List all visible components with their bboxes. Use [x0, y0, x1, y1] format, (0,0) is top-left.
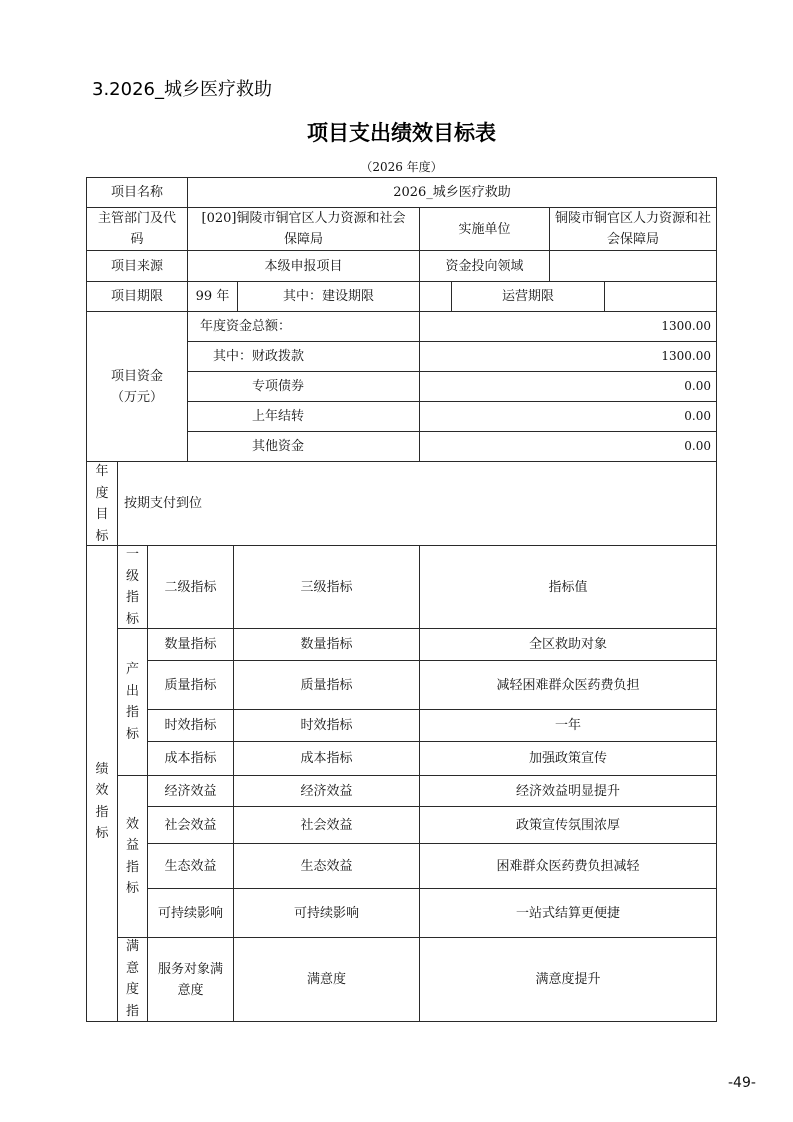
- indicator-level3: 质量指标: [233, 660, 420, 710]
- funds-row-label: 上年结转: [187, 401, 420, 432]
- project-name-value: 2026_城乡医疗救助: [187, 177, 717, 208]
- implementing-unit-value: 铜陵市铜官区人力资源和社会保障局: [554, 211, 711, 247]
- page-title: 项目支出绩效目标表: [307, 121, 496, 145]
- funds-label: 项目资金: [110, 368, 163, 384]
- performance-target-table: [86, 177, 717, 1022]
- funding-field-label: 资金投向领域: [419, 250, 550, 282]
- output-indicators-label: 产出指标: [125, 662, 139, 742]
- operation-period-value: [604, 281, 717, 312]
- department-label-cell: [86, 207, 188, 251]
- indicator-level3: 可持续影响: [233, 888, 420, 938]
- output-indicators-cell: [117, 628, 148, 776]
- header-level2: 二级指标: [147, 545, 234, 629]
- header-level1: 一级指标: [125, 547, 139, 627]
- page-subtitle: （2026 年度）: [360, 160, 443, 174]
- indicator-level2-cell: [147, 937, 234, 1022]
- indicator-value: 减轻困难群众医药费负担: [419, 660, 717, 710]
- header-value: 指标值: [419, 545, 717, 629]
- implementing-unit-value-cell: [549, 207, 717, 251]
- indicator-level2: 服务对象满意度: [157, 961, 223, 998]
- indicator-value: 全区救助对象: [419, 628, 717, 661]
- funds-row-label: 专项债券: [187, 371, 420, 402]
- project-name-label: 项目名称: [86, 177, 188, 208]
- indicator-level3: 时效指标: [233, 709, 420, 742]
- indicator-level3: 成本指标: [233, 741, 420, 776]
- funds-row-value: 1300.00: [419, 341, 717, 372]
- department-value-cell: [187, 207, 420, 251]
- project-source-value: 本级申报项目: [187, 250, 420, 282]
- annual-goal-label-cell: [86, 461, 118, 546]
- header-level3: 三级指标: [233, 545, 420, 629]
- indicator-level2: 社会效益: [147, 806, 234, 844]
- indicator-level2: 数量指标: [147, 628, 234, 661]
- project-source-label: 项目来源: [86, 250, 188, 282]
- funds-row-value: 0.00: [419, 431, 717, 462]
- funds-row-value: 0.00: [419, 371, 717, 402]
- annual-goal-label: 年度目标: [95, 464, 109, 544]
- funds-row-value: 0.00: [419, 401, 717, 432]
- indicator-value: 一年: [419, 709, 717, 742]
- indicator-level2: 时效指标: [147, 709, 234, 742]
- construction-period-label: 其中：建设期限: [237, 281, 420, 312]
- department-value: [020]铜陵市铜官区人力资源和社会保障局: [201, 211, 406, 247]
- indicator-level2: 成本指标: [147, 741, 234, 776]
- implementing-unit-label: 实施单位: [419, 207, 550, 251]
- indicators-label: 绩效指标: [95, 761, 109, 841]
- indicator-level3: 满意度: [233, 937, 420, 1022]
- funds-unit: （万元）: [110, 389, 163, 405]
- operation-period-label: 运营期限: [451, 281, 605, 312]
- funds-row-label: 其他资金: [187, 431, 420, 462]
- indicator-value: 加强政策宣传: [419, 741, 717, 776]
- indicator-level2: 可持续影响: [147, 888, 234, 938]
- funds-row-label: 其中：财政拨款: [187, 341, 420, 372]
- indicator-level3: 社会效益: [233, 806, 420, 844]
- annual-goal-value: 按期支付到位: [117, 461, 717, 546]
- project-period-value: 99 年: [187, 281, 238, 312]
- indicators-label-cell: [86, 545, 118, 1022]
- indicator-level3: 数量指标: [233, 628, 420, 661]
- header-level1-cell: [117, 545, 148, 629]
- indicator-value: 一站式结算更便捷: [419, 888, 717, 938]
- indicator-level2: 生态效益: [147, 843, 234, 889]
- construction-period-value: [419, 281, 452, 312]
- project-period-label: 项目期限: [86, 281, 188, 312]
- indicator-level3: 经济效益: [233, 775, 420, 807]
- indicator-level2: 质量指标: [147, 660, 234, 710]
- benefit-indicators-cell: [117, 775, 148, 938]
- department-label: 主管部门及代码: [97, 211, 176, 247]
- satisfaction-indicators-cell: [117, 937, 148, 1022]
- indicator-level3: 生态效益: [233, 843, 420, 889]
- section-heading: 3.2026_城乡医疗救助: [92, 79, 272, 100]
- satisfaction-indicators-label: 满意度指: [125, 939, 139, 1019]
- indicator-value: 经济效益明显提升: [419, 775, 717, 807]
- benefit-indicators-label: 效益指标: [125, 816, 139, 896]
- funds-label-cell: [86, 311, 188, 462]
- page-number: -49-: [728, 1075, 756, 1091]
- funds-row-value: 1300.00: [419, 311, 717, 342]
- funding-field-value: [549, 250, 717, 282]
- indicator-value: 政策宣传氛围浓厚: [419, 806, 717, 844]
- indicator-value: 困难群众医药费负担减轻: [419, 843, 717, 889]
- funds-row-label: 年度资金总额：: [187, 311, 420, 342]
- indicator-level2: 经济效益: [147, 775, 234, 807]
- indicator-value: 满意度提升: [419, 937, 717, 1022]
